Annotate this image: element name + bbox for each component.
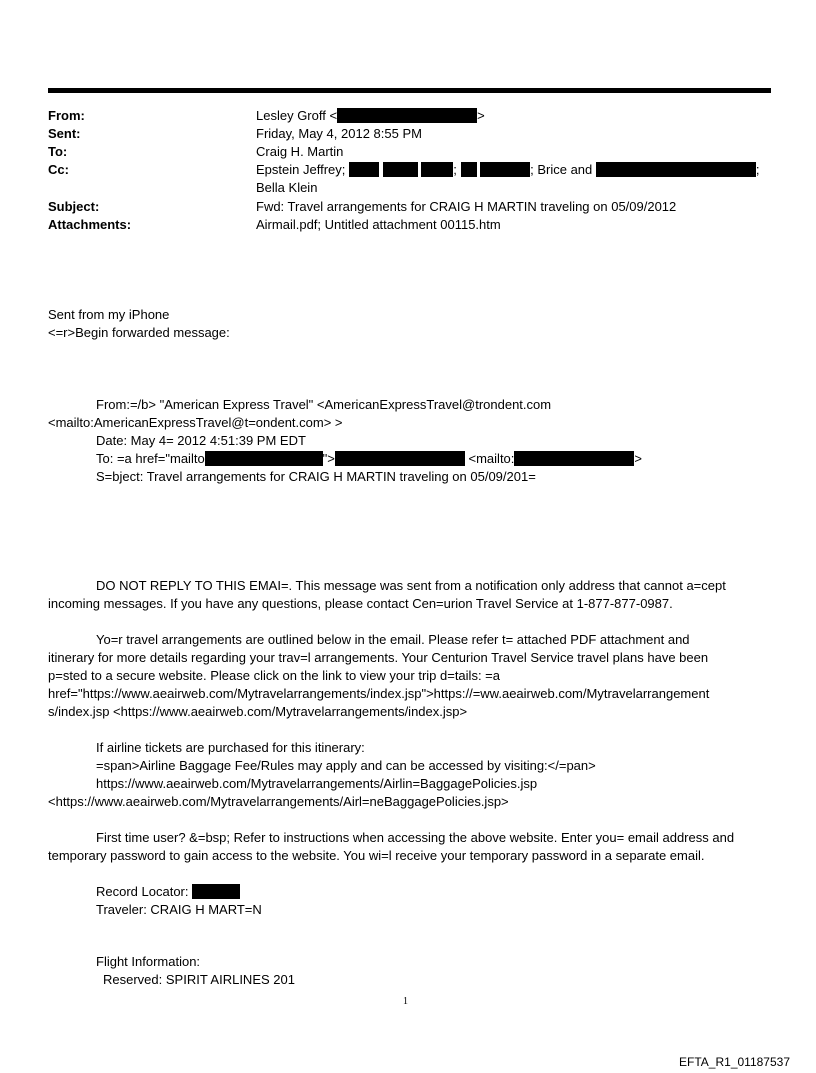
subject-value: Fwd: Travel arrangements for CRAIG H MARTIN traveling on 05/09/2012 (256, 199, 677, 214)
begin-forwarded-line: <=r>Begin forwarded message: (48, 325, 230, 340)
to-label: To: (48, 144, 68, 159)
attachments-value: Airmail.pdf; Untitled attachment 00115.htm (256, 217, 501, 232)
redaction (335, 451, 465, 466)
page-number: 1 (403, 996, 408, 1007)
from-label: From: (48, 108, 85, 123)
reserved-line: Reserved: SPIRIT AIRLINES 201 (103, 972, 295, 987)
paragraph-line: If airline tickets are purchased for this itinerary: (96, 740, 365, 755)
fwd-from-line: From:=/b> "American Express Travel" <AmericanExpressTravel@trondent.com (96, 397, 552, 412)
redaction (349, 162, 379, 177)
redaction (514, 451, 634, 466)
record-locator-line (48, 883, 816, 901)
redaction (421, 162, 453, 177)
subject-label: Subject: (48, 199, 100, 214)
to-value: Craig H. Martin (256, 144, 344, 159)
cc-sep: ; Brice and (530, 162, 593, 177)
redaction (192, 884, 240, 899)
cc-value (256, 161, 760, 179)
fwd-to-text: To: =a href="mailto (96, 451, 205, 466)
cc-sep: ; (755, 162, 760, 177)
record-locator-label: Record Locator: (96, 884, 189, 899)
document-id: EFTA_R1_01187537 (679, 1055, 790, 1069)
paragraph-line: s/index.jsp <https://www.aeairweb.com/Mytravelarrangements/index.jsp> (48, 704, 468, 719)
cc-sep: ; (453, 162, 457, 177)
paragraph-line: temporary password to gain access to the website. You wi=l receive your temporary password in a separate email. (48, 848, 705, 863)
sent-value: Friday, May 4, 2012 8:55 PM (256, 126, 422, 141)
redaction (383, 162, 418, 177)
traveler-line: Traveler: CRAIG H MART=N (96, 902, 262, 917)
from-name: Lesley Groff < (256, 108, 338, 123)
paragraph-line: https://www.aeairweb.com/Mytravelarrangements/Airlin=BaggagePolicies.jsp (96, 776, 538, 791)
paragraph-line: DO NOT REPLY TO THIS EMAI=. This message was sent from a notification only address that cannot a=cept (96, 578, 726, 593)
paragraph-line: itinerary for more details regarding your trav=l arrangements. Your Centurion Travel Service travel plans have been (48, 650, 709, 665)
paragraph-line: incoming messages. If you have any questions, please contact Cen=urion Travel Service at 1-877-877-0987. (48, 596, 673, 611)
fwd-to-text: > (634, 451, 642, 466)
paragraph-line: =span>Airline Baggage Fee/Rules may apply and can be accessed by visiting:</=pan> (96, 758, 596, 773)
from-close: > (477, 108, 485, 123)
flight-info-line: Flight Information: (96, 954, 201, 969)
redaction (480, 162, 530, 177)
sent-label: Sent: (48, 126, 81, 141)
redaction (205, 451, 323, 466)
paragraph-line: First time user? &=bsp; Refer to instructions when accessing the above website. Enter you= email address and (96, 830, 735, 845)
sent-from-line: Sent from my iPhone (48, 307, 170, 322)
attachments-label: Attachments: (48, 217, 132, 232)
cc-value-line2: Bella Klein (256, 180, 318, 195)
fwd-date-line: Date: May 4= 2012 4:51:39 PM EDT (96, 433, 306, 448)
redaction (461, 162, 477, 177)
fwd-from-line-2: <mailto:AmericanExpressTravel@t=ondent.com> > (48, 415, 343, 430)
fwd-to-text: <mailto: (468, 451, 515, 466)
fwd-to-line (48, 450, 816, 468)
paragraph-line: <https://www.aeairweb.com/Mytravelarrangements/Airl=neBaggagePolicies.jsp> (48, 794, 509, 809)
paragraph-line: Yo=r travel arrangements are outlined below in the email. Please refer t= attached PDF attachment and (96, 632, 690, 647)
redaction (596, 162, 756, 177)
fwd-to-text: "> (322, 451, 335, 466)
paragraph-line: p=sted to a secure website. Please click on the link to view your trip d=tails: =a (48, 668, 500, 683)
redaction (337, 108, 477, 123)
header-rule (48, 88, 771, 93)
cc-name-1: Epstein Jeffrey; (256, 162, 346, 177)
fwd-subject-line: S=bject: Travel arrangements for CRAIG H MARTIN traveling on 05/09/201= (96, 469, 536, 484)
paragraph-line: href="https://www.aeairweb.com/Mytravelarrangements/index.jsp">https://=ww.aeairweb.com/Mytravelarrangement (48, 686, 710, 701)
from-value (256, 107, 485, 125)
cc-label: Cc: (48, 162, 69, 177)
